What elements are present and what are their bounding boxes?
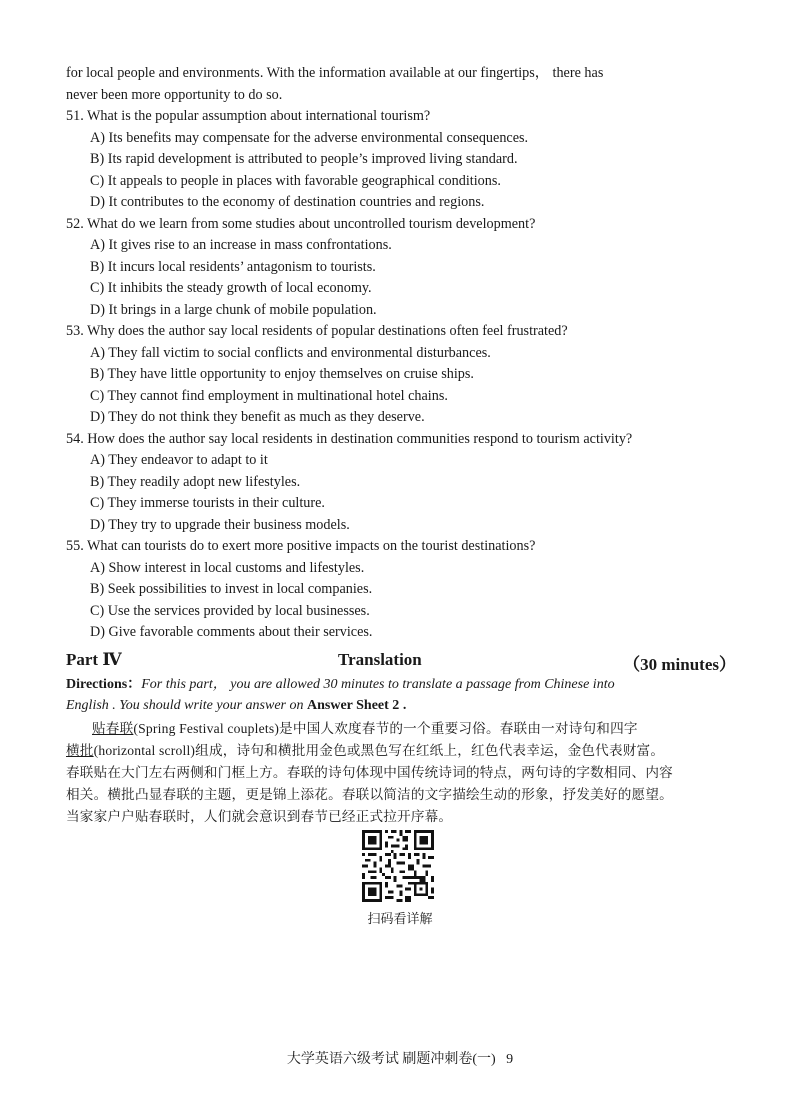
- question-52-option-a: A) It gives rise to an increase in mass confrontations.: [90, 237, 392, 253]
- question-53-option-b: B) They have little opportunity to enjoy themselves on cruise ships.: [90, 366, 474, 382]
- page-footer: [0, 1048, 800, 1068]
- part-label: Part Ⅳ: [66, 650, 122, 669]
- directions-label: Directions：: [66, 677, 142, 692]
- question-55-option-c: C) Use the services provided by local businesses.: [90, 602, 370, 619]
- intro-line-2: never been more opportunity to do so.: [66, 86, 283, 103]
- passage-line-4: 相关。横批凸显春联的主题，更是锦上添花。春联以简洁的文字描绘生动的形象，抒发美好的愿望。: [66, 787, 673, 802]
- question-52-option-b: B) It incurs local residents’ antagonism to tourists.: [90, 258, 376, 275]
- part-header: [66, 650, 736, 672]
- answer-sheet-label: Answer Sheet 2: [307, 698, 400, 713]
- question-53-option-a: A) They fall victim to social conflicts and environmental disturbances.: [90, 344, 491, 361]
- question-55-stem: 55. What can tourists do to exert more positive impacts on the tourist destinations?: [66, 538, 536, 554]
- directions-line-2: [66, 696, 736, 716]
- passage-line-2: [66, 740, 738, 762]
- directions-text-2: English . You should write your answer on: [66, 698, 308, 713]
- term-tie-chunlian: 贴春联: [92, 721, 134, 736]
- qr-code-icon[interactable]: [362, 830, 434, 902]
- directions-end: .: [399, 698, 407, 713]
- question-54-option-c: C) They immerse tourists in their culture.: [90, 495, 325, 511]
- passage-line-5: 当家家户户贴春联时，人们就会意识到春节已经正式拉开序幕。: [66, 809, 453, 824]
- question-53-option-d: D) They do not think they benefit as much as they deserve.: [90, 409, 425, 425]
- question-51-option-d: D) It contributes to the economy of destination countries and regions.: [90, 194, 485, 210]
- passage-line-2-text: (horizontal scroll)组成，诗句和横批用金色或黑色写在红纸上，红色代表幸运，金色代表财富。: [93, 743, 665, 758]
- part-title: Translation: [338, 650, 422, 669]
- question-54-stem: 54. How does the author say local residents in destination communities respond to tourism activity?: [66, 430, 633, 447]
- term-hengpi: 横批: [66, 743, 94, 758]
- directions-text-1: For this part， you are allowed 30 minutes to translate a passage from Chinese into: [141, 677, 615, 692]
- page-number: 9: [506, 1052, 514, 1067]
- question-53-option-c: C) They cannot find employment in multinational hotel chains.: [90, 387, 448, 404]
- qr-caption: 扫码看详解: [367, 912, 433, 927]
- question-52-option-c: C) It inhibits the steady growth of local economy.: [90, 280, 372, 296]
- question-52-stem: 52. What do we learn from some studies about uncontrolled tourism development?: [66, 215, 536, 232]
- directions-line-1: [66, 675, 736, 695]
- question-51-option-b: B) Its rapid development is attributed to people’s improved living standard.: [90, 151, 518, 167]
- question-51-option-c: C) It appeals to people in places with favorable geographical conditions.: [90, 172, 501, 189]
- passage-line-1-text: (Spring Festival couplets)是中国人欢度春节的一个重要习俗。春联由一对诗句和四字: [133, 721, 638, 736]
- question-54-option-d: D) They try to upgrade their business models.: [90, 516, 350, 533]
- footer-title: 大学英语六级考试 刷题冲刺卷(一): [286, 1052, 496, 1067]
- question-53-stem: 53. Why does the author say local residents of popular destinations often feel frustrated?: [66, 323, 568, 339]
- intro-line-1: for local people and environments. With the information available at our fingertips， there has: [66, 65, 604, 81]
- question-55-option-a: A) Show interest in local customs and lifestyles.: [90, 559, 365, 576]
- question-51-stem: 51. What is the popular assumption about international tourism?: [66, 108, 431, 124]
- passage-line-1: [66, 718, 738, 740]
- question-54-option-b: B) They readily adopt new lifestyles.: [90, 473, 301, 490]
- question-55-option-b: B) Seek possibilities to invest in local companies.: [90, 581, 373, 597]
- question-51-option-a: A) Its benefits may compensate for the adverse environmental consequences.: [90, 129, 529, 146]
- part-time: （30 minutes）: [623, 655, 736, 674]
- question-54-option-a: A) They endeavor to adapt to it: [90, 452, 268, 468]
- passage-line-3: 春联贴在大门左右两侧和门框上方。春联的诗句体现中国传统诗词的特点，两句诗的字数相同、内容: [66, 765, 673, 780]
- question-55-option-d: D) Give favorable comments about their services.: [90, 624, 373, 640]
- question-52-option-d: D) It brings in a large chunk of mobile population.: [90, 301, 377, 318]
